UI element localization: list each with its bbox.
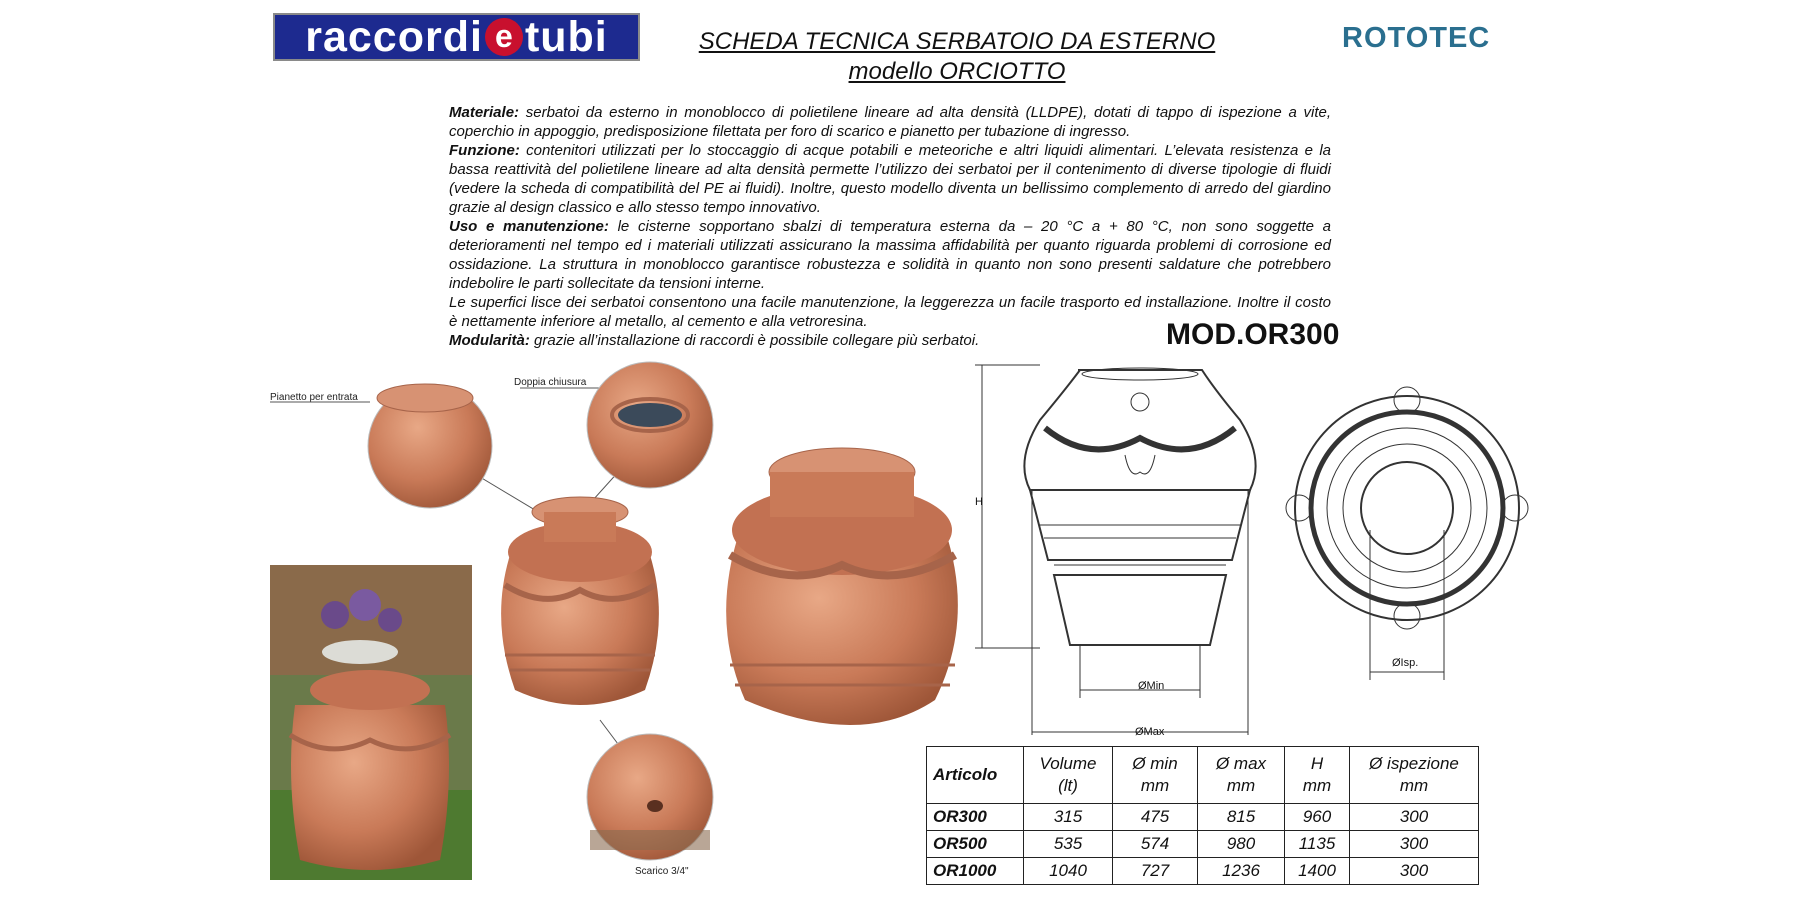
technical-drawing	[970, 360, 1550, 740]
spec-table	[926, 746, 1479, 885]
header-min	[1113, 747, 1198, 804]
cell-articolo: OR1000	[927, 858, 1024, 885]
cell-min: 727	[1113, 858, 1198, 885]
callout-double-closure: Doppia chiusura	[514, 377, 587, 388]
header-ispezione	[1350, 747, 1479, 804]
height-label: H	[975, 496, 983, 508]
text-uso: le cisterne sopportano sbalzi di temperatura esterna da – 20 °C a + 80 °C, non sono soggette a deterioramenti nel tempo ed i materiali utilizzati assicurano la massima affidabilità per quanto riguarda problemi di corrosione ed ossidazione. La struttura in monoblocco garantisce robustezza e solidità in quanto non sono presenti saldature che potrebbero indebolire le parti sollecitate da tensioni interne.	[449, 218, 1331, 292]
header-max	[1198, 747, 1285, 804]
callout-inlet: Pianetto per entrata	[270, 392, 358, 403]
document-title: SCHEDA TECNICA SERBATOIO DA ESTERNO	[698, 28, 1216, 55]
cell-volume: 315	[1024, 804, 1113, 831]
cell-ispezione: 300	[1350, 858, 1479, 885]
detail-double-closure-photo	[587, 362, 713, 488]
cell-max: 1236	[1198, 858, 1285, 885]
small-jar-photo	[501, 497, 659, 705]
max-diameter-label: ØMax	[1135, 726, 1165, 738]
header-ispezione-line1: Ø ispezione	[1369, 754, 1459, 773]
cell-ispezione: 300	[1350, 831, 1479, 858]
cell-h: 1135	[1285, 831, 1350, 858]
logo-text-e: e	[485, 18, 523, 56]
rototec-brand: ROTOTEC	[1342, 22, 1491, 54]
header-ispezione-line2: mm	[1399, 776, 1429, 795]
detail-drain-photo	[587, 734, 713, 860]
label-modularita: Modularità:	[449, 332, 530, 349]
header-articolo-text: Articolo	[933, 765, 998, 784]
cell-min: 574	[1113, 831, 1198, 858]
cell-volume: 535	[1024, 831, 1113, 858]
garden-photo	[270, 565, 472, 880]
header-volume-line1: Volume	[1039, 754, 1097, 773]
table-row	[927, 804, 1479, 831]
document-subtitle: modello ORCIOTTO	[848, 58, 1066, 85]
header-h	[1285, 747, 1350, 804]
header-min-line2: mm	[1140, 776, 1170, 795]
inspection-diameter-label: ØIsp.	[1392, 657, 1419, 669]
header-min-line1: Ø min	[1132, 754, 1178, 773]
detail-inlet-photo	[368, 384, 492, 508]
min-diameter-label: ØMin	[1138, 680, 1165, 692]
header-volume	[1024, 747, 1113, 804]
text-funzione: contenitori utilizzati per lo stoccaggio di acque potabili e meteoriche e altri liquidi alimentari. L’elevata resistenza e la bassa reattività del polietilene lineare ad alta densità permette l’utilizzo dei serbatoi per il contenimento di diverse tipologie di fluidi (vedere la scheda di compatibilità del PE ai fluidi). Inoltre, questo modello diventa un bellissimo complemento di arredo del giardino grazie al design classico e allo stesso tempo innovativo.	[449, 142, 1331, 216]
text-superfici: Le superfici lisce dei serbatoi consentono una facile manutenzione, la leggerezza un facile trasporto ed installazione. Inoltre il costo è nettamente inferiore al metallo, al cemento e alla vetroresina.	[449, 294, 1331, 330]
cell-articolo: OR500	[927, 831, 1024, 858]
header-max-line1: Ø max	[1215, 754, 1267, 773]
text-materiale: serbatoi da esterno in monoblocco di polietilene lineare ad alta densità (LLDPE), dotati di tappo di ispezione a vite, coperchio in appoggio, predisposizione filettata per foro di scarico e pianetto per tubazione di ingresso.	[449, 104, 1331, 140]
table-row	[927, 831, 1479, 858]
header-max-line2: mm	[1226, 776, 1256, 795]
cell-volume: 1040	[1024, 858, 1113, 885]
cell-articolo: OR300	[927, 804, 1024, 831]
logo-text-tubi: tubi	[524, 12, 608, 61]
cell-max: 980	[1198, 831, 1285, 858]
header-h-line2: mm	[1302, 776, 1332, 795]
header-volume-line2: (lt)	[1058, 776, 1078, 795]
front-view-drawing	[975, 365, 1256, 735]
cell-ispezione: 300	[1350, 804, 1479, 831]
label-materiale: Materiale:	[449, 104, 520, 121]
table-header-row	[927, 747, 1479, 804]
header-h-line1: H	[1310, 754, 1324, 773]
large-jar-photo	[726, 448, 958, 725]
cell-max: 815	[1198, 804, 1285, 831]
logo-text-raccordi: raccordi	[305, 12, 483, 61]
cell-h: 1400	[1285, 858, 1350, 885]
table-row	[927, 858, 1479, 885]
top-view-drawing	[1286, 387, 1528, 680]
model-code: MOD.OR300	[1166, 318, 1340, 351]
label-uso: Uso e manutenzione:	[449, 218, 609, 235]
label-funzione: Funzione:	[449, 142, 520, 159]
header-articolo	[927, 747, 1024, 804]
text-modularita: grazie all’installazione di raccordi è possibile collegare più serbatoi.	[529, 332, 980, 349]
cell-min: 475	[1113, 804, 1198, 831]
callout-drain: Scarico 3/4"	[635, 866, 689, 877]
cell-h: 960	[1285, 804, 1350, 831]
